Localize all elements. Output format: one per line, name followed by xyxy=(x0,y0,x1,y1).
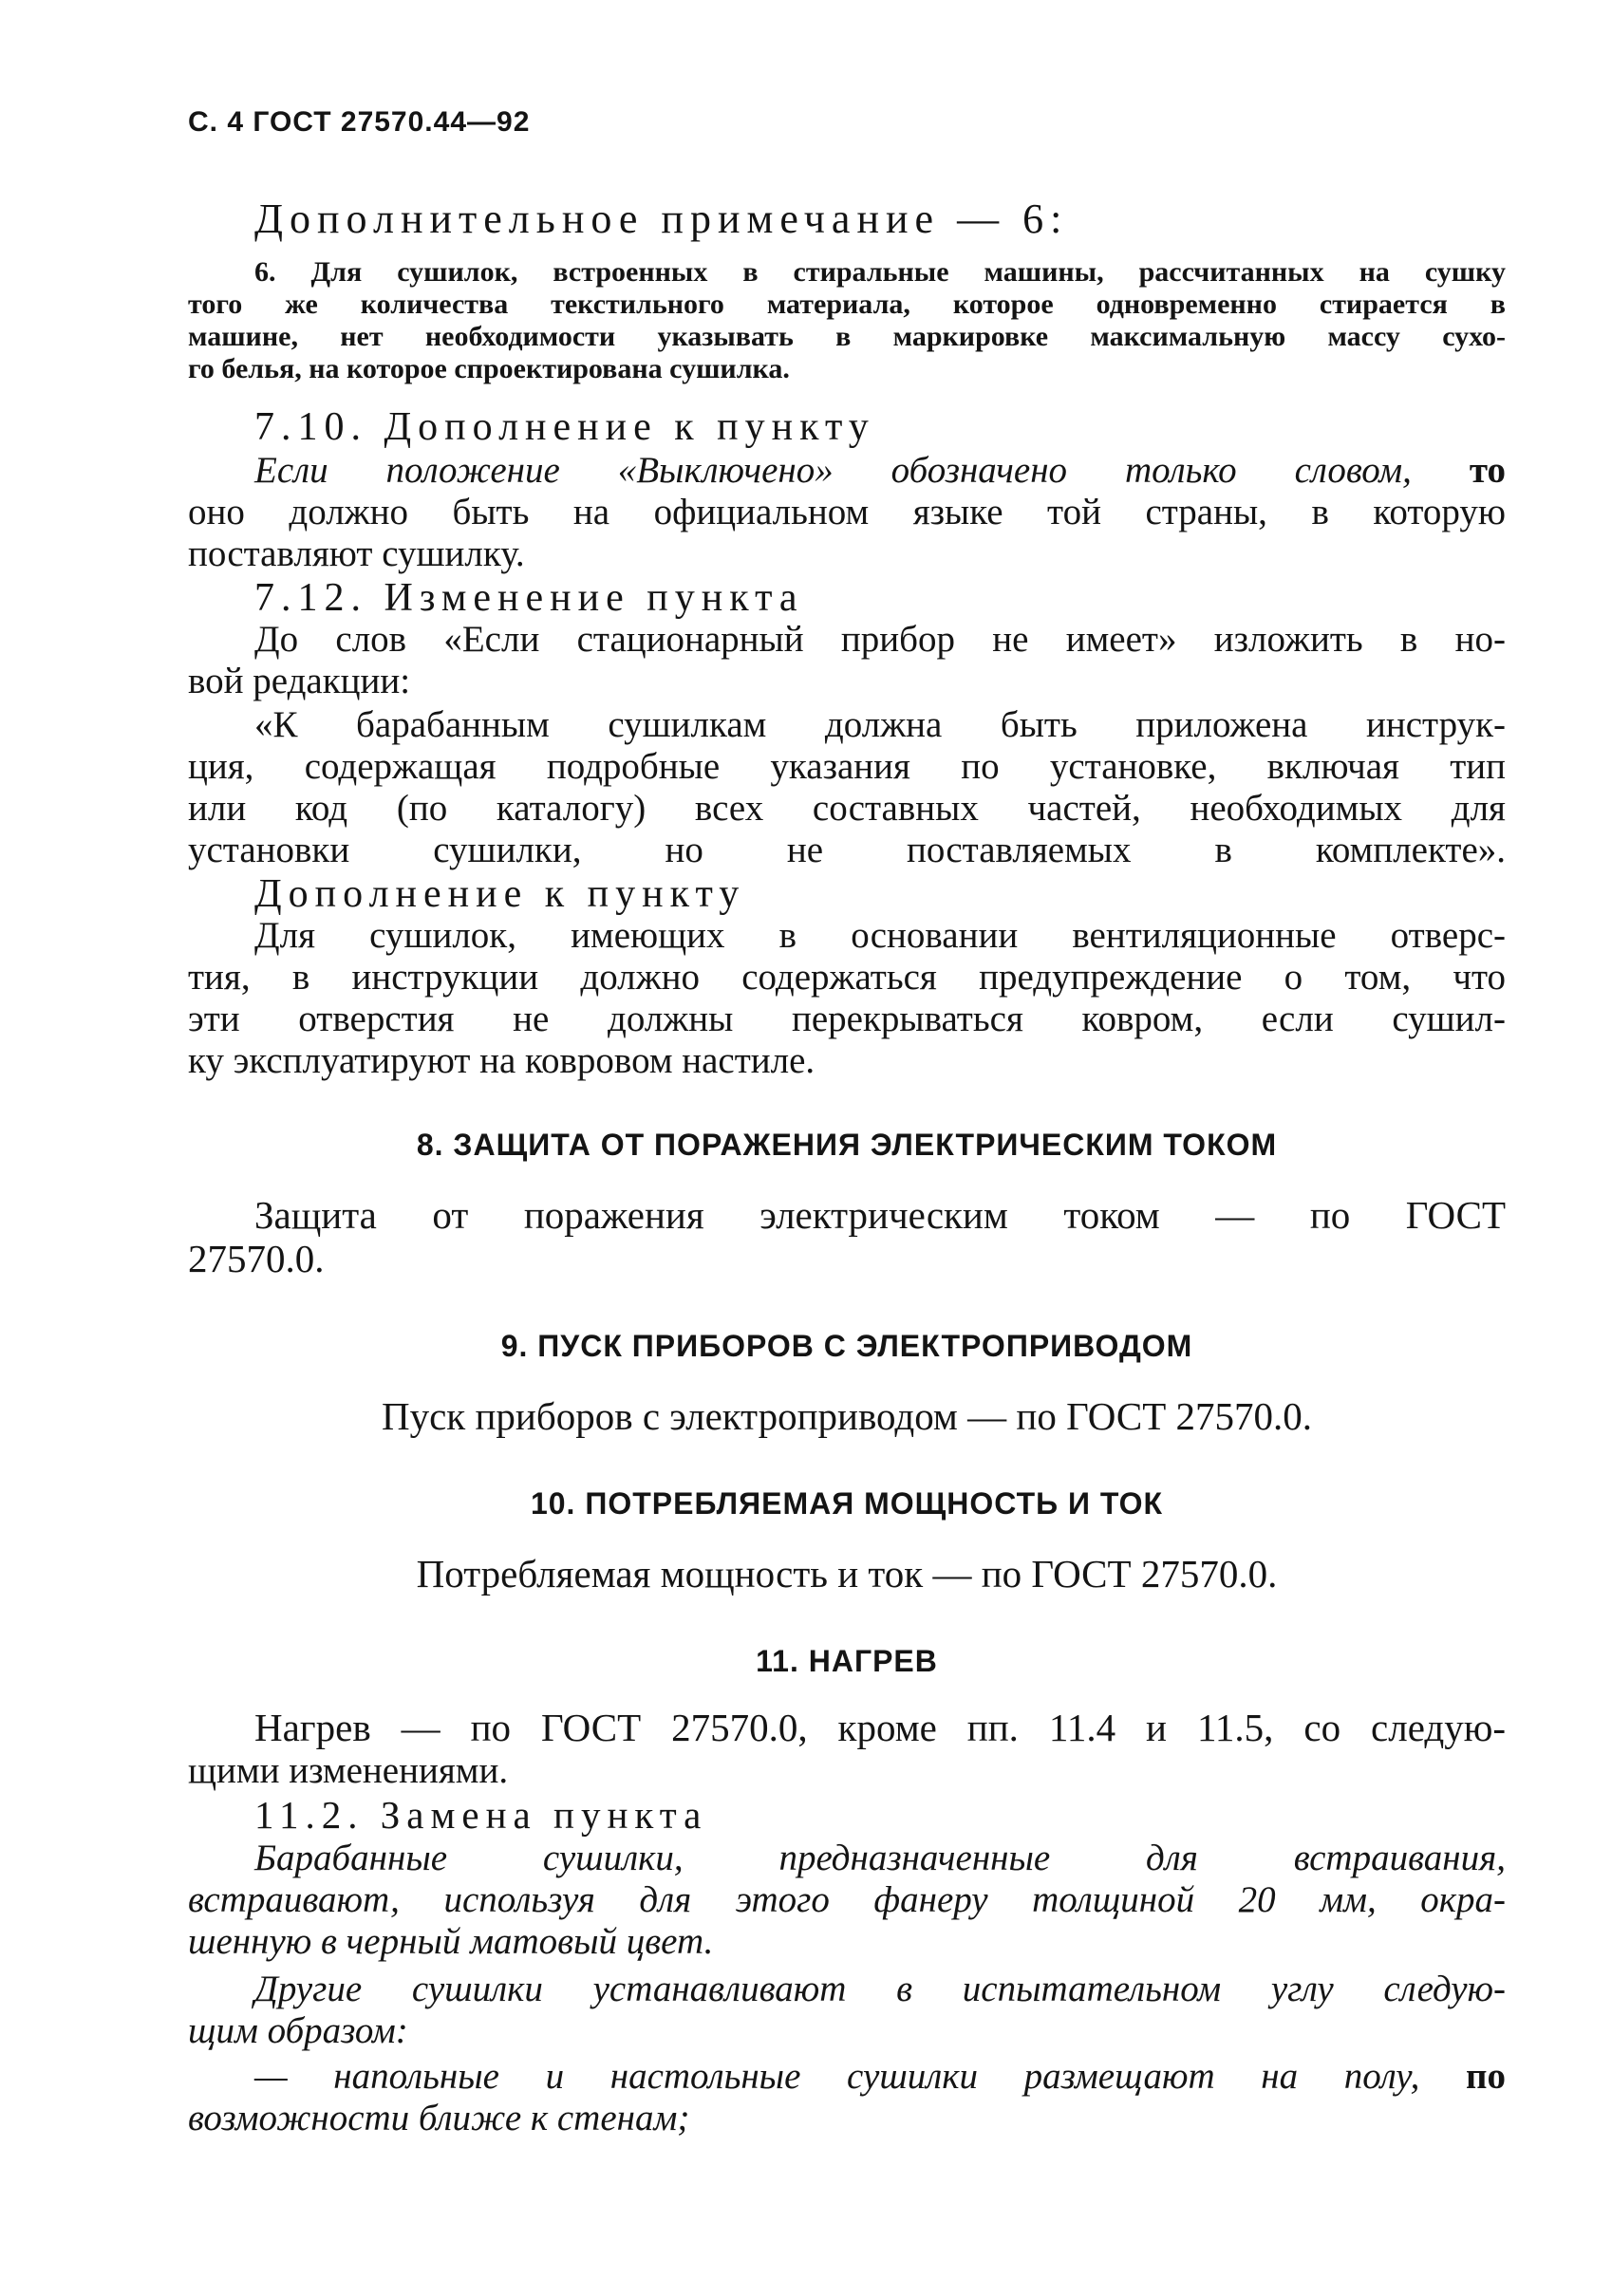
section-7-10-bold-run: то xyxy=(1469,450,1507,491)
supplement-heading: Дополнение к пункту xyxy=(254,872,746,916)
section-10-text: Потребляемая мощность и ток — по ГОСТ 27570.0. xyxy=(416,1552,1278,1596)
section-7-12-line: До слов «Если стационарный прибор не имеет» изложить в но- xyxy=(254,619,1506,660)
section-11-2-line: щим образом: xyxy=(188,2010,408,2051)
section-7-12-line: установки сушилки, но не поставляемых в комплекте». xyxy=(188,830,1506,870)
section-11-2-line: возможности ближе к стенам; xyxy=(188,2098,690,2138)
note-line: машине, нет необходимости указывать в маркировке максимальную массу сухо- xyxy=(188,321,1506,352)
section-11-2-line: Барабанные сушилки, предназначенные для встраивания, xyxy=(254,1838,1506,1878)
section-11-heading: 11. НАГРЕВ xyxy=(756,1644,938,1678)
section-7-12-line: или код (по каталогу) всех составных частей, необходимых для xyxy=(188,788,1506,829)
supplement-line: тия, в инструкции должно содержаться предупреждение о том, что xyxy=(188,957,1506,998)
section-7-12-line: вой редакции: xyxy=(188,661,411,701)
section-10-heading: 10. ПОТРЕБЛЯЕМАЯ МОЩНОСТЬ И ТОК xyxy=(530,1486,1164,1521)
section-11-2-line: встраивают, используя для этого фанеру толщиной 20 мм, окра- xyxy=(188,1879,1506,1920)
section-7-10-line: поставляют сушилку. xyxy=(188,533,525,574)
section-7-10-italic-run: Если положение «Выключено» обозначено только словом, xyxy=(254,450,1412,491)
section-7-10-line: оно должно быть на официальном языке той страны, в которую xyxy=(188,492,1506,532)
section-11-2-line: шенную в черный матовый цвет. xyxy=(188,1921,714,1962)
supplement-line: ку эксплуатируют на ковровом настиле. xyxy=(188,1040,815,1081)
section-8-line: Защита от поражения электрическим током — по ГОСТ xyxy=(254,1193,1506,1237)
supplement-line: эти отверстия не должны перекрываться ковром, если сушил- xyxy=(188,999,1506,1039)
page-header: С. 4 ГОСТ 27570.44—92 xyxy=(188,106,531,138)
supplement-line: Для сушилок, имеющих в основании вентиляционные отверс- xyxy=(254,915,1506,956)
section-8-line: 27570.0. xyxy=(188,1237,325,1280)
note-line: того же количества текстильного материала, которое одновременно стирается в xyxy=(188,289,1506,320)
section-7-12-line: ция, содержащая подробные указания по установке, включая тип xyxy=(188,746,1506,787)
section-11-2-line: Другие сушилки устанавливают в испытательном углу следую- xyxy=(254,1969,1506,2009)
note-line: го белья, на которое спроектирована сушилка. xyxy=(188,353,790,384)
section-11-line: щими изменениями. xyxy=(188,1750,509,1791)
section-11-line: Нагрев — по ГОСТ 27570.0, кроме пп. 11.4 и 11.5, со следую- xyxy=(254,1706,1506,1749)
section-9-text: Пуск приборов с электроприводом — по ГОСТ 27570.0. xyxy=(381,1394,1313,1438)
note-line: 6. Для сушилок, встроенных в стиральные машины, рассчитанных на сушку xyxy=(254,256,1506,288)
section-7-10-heading: 7.10. Дополнение к пункту xyxy=(254,405,875,449)
note-heading: Дополнительное примечание — 6: xyxy=(254,196,1069,242)
section-11-2-line xyxy=(254,2056,1506,2098)
section-7-12-heading: 7.12. Изменение пункта xyxy=(254,576,804,620)
section-11-2-heading: 11.2. Замена пункта xyxy=(254,1793,708,1837)
section-11-2-bold-run: по xyxy=(1466,2056,1506,2097)
section-8-heading: 8. ЗАЩИТА ОТ ПОРАЖЕНИЯ ЭЛЕКТРИЧЕСКИМ ТОКОМ xyxy=(416,1128,1278,1162)
section-11-2-italic-run: — напольные и настольные сушилки размещают на полу, xyxy=(254,2056,1420,2097)
section-7-10-line xyxy=(254,450,1506,492)
section-7-12-line: «К барабанным сушилкам должна быть приложена инструк- xyxy=(254,704,1506,745)
section-9-heading: 9. ПУСК ПРИБОРОВ С ЭЛЕКТРОПРИВОДОМ xyxy=(500,1329,1193,1363)
